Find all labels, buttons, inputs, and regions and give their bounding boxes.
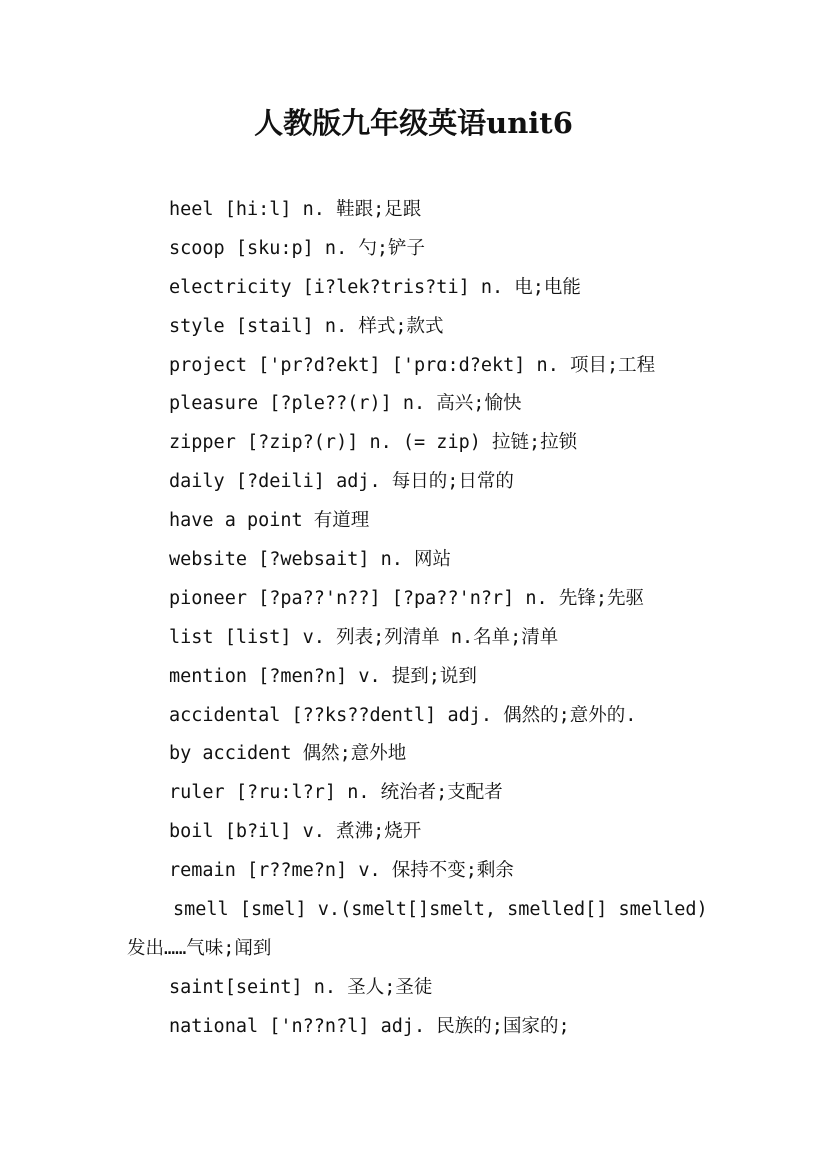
vocab-entry: remain [r??me?n] v. 保持不变;剩余 xyxy=(169,860,514,882)
vocab-entry: electricity [i?lek?tris?ti] n. 电;电能 xyxy=(169,276,581,298)
vocab-entry: smell [smel] v.(smelt[]smelt, smelled[] smelled) 发出……气味;闻到 xyxy=(127,899,708,959)
vocab-entry: ruler [?ru:l?r] n. 统治者;支配者 xyxy=(169,782,503,804)
vocab-entry: accidental [??ks??dentl] adj. 偶然的;意外的. xyxy=(169,704,637,726)
vocab-entry: by accident 偶然;意外地 xyxy=(169,743,407,765)
vocab-entry: mention [?men?n] v. 提到;说到 xyxy=(169,665,477,687)
vocab-entry: website [?websait] n. 网站 xyxy=(169,549,452,571)
vocab-entry: pleasure [?ple??(r)] n. 高兴;愉快 xyxy=(169,393,522,415)
vocab-entry: pioneer [?pa??'n??] [?pa??'n?r] n. 先锋;先驱 xyxy=(169,587,644,609)
vocab-entry: heel [hi:l] n. 鞋跟;足跟 xyxy=(169,199,422,220)
page-title: 人教版九年级英语unit6 xyxy=(254,106,573,140)
vocabulary-list xyxy=(0,191,827,1047)
vocab-entry: scoop [sku:p] n. 勺;铲子 xyxy=(169,237,425,259)
vocab-entry: style [stail] n. 样式;款式 xyxy=(169,315,444,337)
vocab-entry: have a point 有道理 xyxy=(169,510,370,532)
vocab-entry: zipper [?zip?(r)] n. (= zip) 拉链;拉锁 xyxy=(169,432,578,454)
vocab-entry: boil [b?il] v. 煮沸;烧开 xyxy=(169,821,422,843)
vocab-entry: project ['pr?d?ekt] ['prɑ:d?ekt] n. 项目;工程 xyxy=(169,354,656,376)
vocab-entry: daily [?deili] adj. 每日的;日常的 xyxy=(169,471,514,493)
vocab-entry: list [list] v. 列表;列清单 n.名单;清单 xyxy=(169,626,559,648)
vocab-entry: saint[seint] n. 圣人;圣徒 xyxy=(169,976,433,998)
vocab-entry: national ['n??n?l] adj. 民族的;国家的; xyxy=(169,1015,570,1037)
